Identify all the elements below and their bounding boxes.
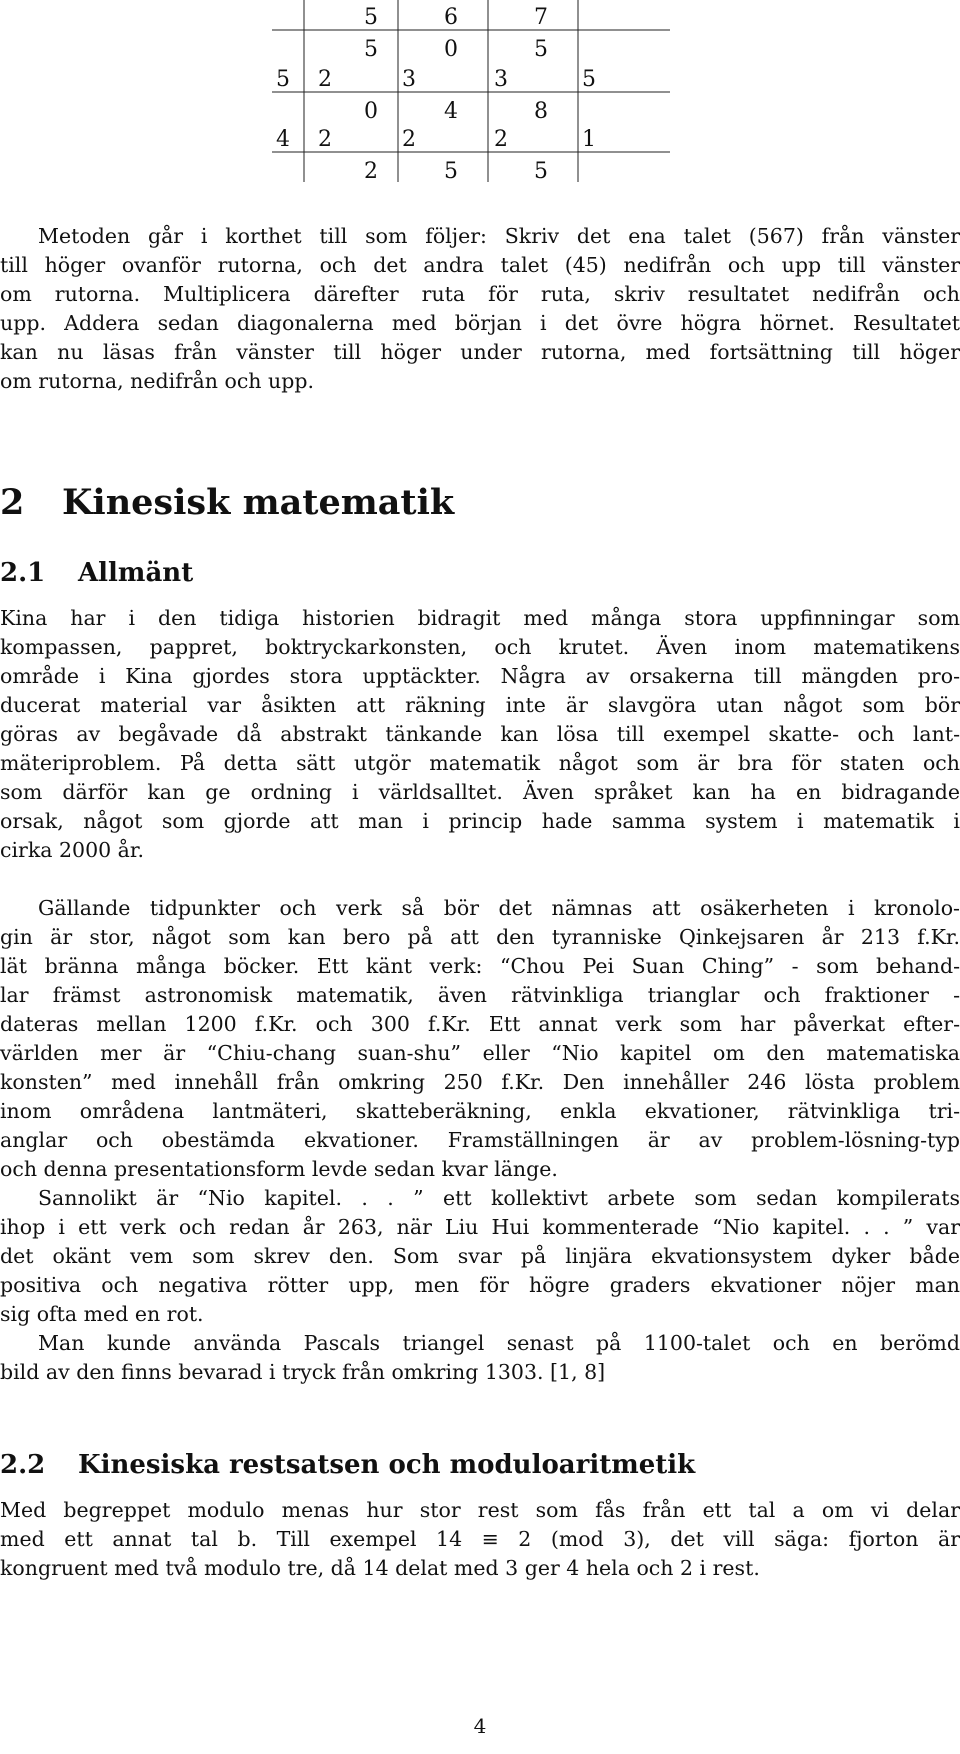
text-line: Med begreppet modulo menas hur stor rest som fås från ett tal a om vi delar: [0, 1498, 960, 1522]
text-line: till höger ovanför rutorna, och det andra talet (45) nedifrån och upp till vänster: [0, 253, 960, 277]
text-line: upp. Addera sedan diagonalerna med början i det övre högra hörnet. Resultatet: [0, 311, 960, 335]
text-line: område i Kina gjordes stora upptäckter. Några av orsakerna till mängden pro-: [0, 664, 960, 688]
left-result-digit: 2: [318, 67, 332, 92]
right-digit: 1: [582, 127, 596, 152]
top-digit: 7: [534, 5, 548, 30]
paragraph: [0, 894, 960, 1184]
text-line: orsak, något som gjorde att man i princip hade samma system i matematik i: [0, 809, 960, 833]
text-line: lar främst astronomisk matematik, även rätvinkliga trianglar och fraktioner -: [0, 983, 960, 1007]
cell-upper: 8: [534, 99, 548, 124]
text-line: mäteriproblem. På detta sätt utgör matematik något som är bra för staten och: [0, 751, 960, 775]
text-line: Kina har i den tidiga historien bidragit med många stora uppfinningar som: [0, 606, 960, 630]
text-line: kongruent med två modulo tre, då 14 delat med 3 ger 4 hela och 2 i rest.: [0, 1556, 760, 1580]
diagonal-sum: 3: [402, 67, 416, 92]
text-line: konsten” med innehåll från omkring 250 f.Kr. Den innehåller 246 lösta problem: [0, 1070, 960, 1094]
bottom-result-digit: 5: [444, 159, 458, 184]
cell-upper: 0: [364, 99, 378, 124]
left-result-digit: 2: [318, 127, 332, 152]
text-line: positiva och negativa rötter upp, men för högre graders ekvationer nöjer man: [0, 1273, 960, 1297]
diagonal-sum: 2: [402, 127, 416, 152]
text-line: som därför kan ge ordning i världsalltet. Även språket kan ha en bidragande: [0, 780, 960, 804]
page-number: 4: [473, 1714, 487, 1738]
lattice-multiplication-figure: [272, 0, 670, 194]
cell-upper: 5: [364, 37, 378, 62]
text-line: ihop i ett verk och redan år 263, när Liu Hui kommenterade “Nio kapitel. . . ” var: [0, 1215, 960, 1239]
text-line: gin är stor, något som kan bero på att den tyranniske Qinkejsaren år 213 f.Kr.: [0, 925, 960, 949]
text-line: inom områdena lantmäteri, skatteberäkning, enkla ekvationer, rätvinkliga tri-: [0, 1099, 960, 1123]
diagonal-sum: 3: [494, 67, 508, 92]
text-line: det okänt vem som skrev den. Som svar på linjära ekvationsystem dyker både: [0, 1244, 960, 1268]
subsection-heading: [0, 558, 193, 588]
text-line: med ett annat tal b. Till exempel 14 ≡ 2 (mod 3), det vill säga: fjorton är: [0, 1527, 960, 1551]
top-digit: 5: [364, 5, 378, 30]
top-digit: 6: [444, 5, 458, 30]
paragraph: [0, 1329, 960, 1387]
paragraph: [0, 1496, 960, 1583]
text-line: och denna presentationsform levde sedan kvar länge.: [0, 1157, 558, 1181]
text-line: kompassen, pappret, boktryckarkonsten, och krutet. Även inom matematikens: [0, 635, 960, 659]
text-line: Man kunde använda Pascals triangel senast på 1100-talet och en berömd: [38, 1331, 960, 1355]
paragraph: [0, 1184, 960, 1329]
text-line: cirka 2000 år.: [0, 838, 144, 862]
section-title: Kinesisk matematik: [62, 482, 455, 523]
paragraph: [0, 604, 960, 865]
text-line: lät bränna många böcker. Ett känt verk: “Chou Pei Suan Ching” - som behand-: [0, 954, 960, 978]
left-result-digit: 4: [276, 127, 290, 152]
text-line: kan nu läsas från vänster till höger under rutorna, med fortsättning till höger: [0, 340, 960, 364]
right-digit: 5: [582, 67, 596, 92]
text-line: Metoden går i korthet till som följer: Skriv det ena talet (567) från vänster: [38, 224, 960, 248]
text-line: göras av begåvade då abstrakt tänkande kan lösa till exempel skatte- och lant-: [0, 722, 960, 746]
cell-upper: 4: [444, 99, 458, 124]
cell-upper: 0: [444, 37, 458, 62]
text-line: om rutorna. Multiplicera därefter ruta för ruta, skriv resultatet nedifrån och: [0, 282, 960, 306]
subsection-number: 2.1: [0, 558, 46, 588]
text-line: ducerat material var åsikten att räkning inte är slavgöra utan något som bör: [0, 693, 960, 717]
text-line: Sannolikt är “Nio kapitel. . . ” ett kollektivt arbete som sedan kompilerats: [38, 1186, 960, 1210]
left-result-digit: 5: [276, 67, 290, 92]
section-number: 2: [0, 482, 25, 523]
text-line: dateras mellan 1200 f.Kr. och 300 f.Kr. Ett annat verk som har påverkat efter-: [0, 1012, 960, 1036]
text-line: anglar och obestämda ekvationer. Framställningen är av problem-lösning-typ: [0, 1128, 960, 1152]
section-heading: [0, 482, 454, 523]
cell-upper: 5: [534, 37, 548, 62]
text-line: bild av den finns bevarad i tryck från omkring 1303. [1, 8]: [0, 1360, 606, 1384]
text-line: om rutorna, nedifrån och upp.: [0, 369, 314, 393]
bottom-result-digit: 5: [534, 159, 548, 184]
subsection-heading: [0, 1450, 695, 1480]
subsection-title: Allmänt: [78, 558, 194, 588]
subsection-title: Kinesiska restsatsen och moduloaritmetik: [78, 1450, 696, 1480]
bottom-result-digit: 2: [364, 159, 378, 184]
diagonal-sum: 2: [494, 127, 508, 152]
text-line: världen mer är “Chiu-chang suan-shu” eller “Nio kapitel om den matematiska: [0, 1041, 960, 1065]
intro-paragraph: [0, 222, 960, 396]
subsection-number: 2.2: [0, 1450, 46, 1480]
text-line: sig ofta med en rot.: [0, 1302, 204, 1326]
text-line: Gällande tidpunkter och verk så bör det nämnas att osäkerheten i kronolo-: [38, 896, 960, 920]
